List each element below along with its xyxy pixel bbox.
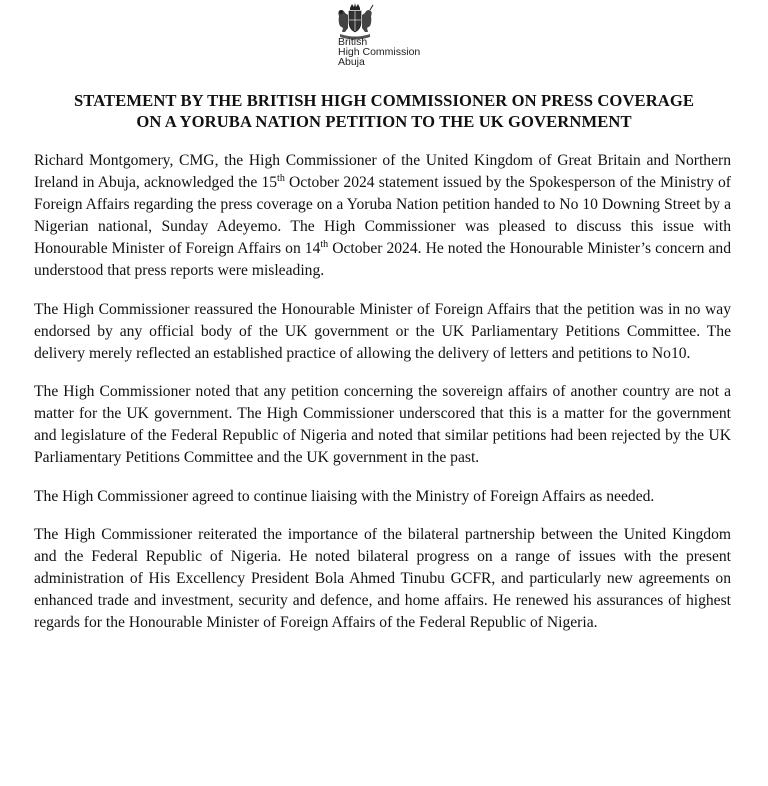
org-line-high-commission: High Commission [338, 46, 421, 58]
ordinal-suffix: th [320, 238, 329, 250]
paragraph-1-part-b: October 2024 statement issued by the Spokesperson of the Ministry of Foreign Affairs regarding the press coverage on a Yoruba Nation petition handed to No 10 Downing Street by a Nigerian national, Sunday Adeyemo. The High Commissioner was pleased to discuss this issue with Honourable Minister of Foreign Affairs on 14 [34, 174, 731, 257]
ordinal-suffix: th [277, 172, 285, 184]
letterhead [0, 0, 768, 78]
paragraph-3: The High Commissioner noted that any petition concerning the sovereign affairs of another country are not a matter for the UK government. The High Commissioner underscored that this is a matter for the government and legislature of the Federal Republic of Nigeria and noted that similar petitions had been rejected by the UK Parliamentary Petitions Committee and the UK government in the past. [34, 383, 731, 466]
statement-body [34, 150, 731, 650]
paragraph-4: The High Commissioner agreed to continue liaising with the Ministry of Foreign Affairs as needed. [34, 487, 655, 505]
org-line-british: British [338, 36, 368, 48]
organisation-name [338, 37, 420, 67]
org-line-abuja: Abuja [338, 56, 365, 68]
paragraph-5: The High Commissioner reiterated the importance of the bilateral partnership between the United Kingdom and the Federal Republic of Nigeria. He noted bilateral progress on a range of issues with the present administration of His Excellency President Bola Ahmed Tinubu GCFR, and particularly new agreements on enhanced trade and investment, security and defence, and home affairs. He renewed his assurances of highest regards for the Honourable Minister of Foreign Affairs of the Federal Republic of Nigeria. [34, 525, 731, 631]
paragraph-2: The High Commissioner reassured the Honourable Minister of Foreign Affairs that the petition was in no way endorsed by any official body of the UK government or the UK Parliamentary Petitions Committee. The delivery merely reflected an established practice of allowing the delivery of letters and petitions to No10. [34, 300, 731, 362]
paragraph-1-part-c: October 2024. He noted the Honourable Minister’s concern and understood that press reports were misleading. [34, 240, 731, 279]
title-line-2: ON A YORUBA NATION PETITION TO THE UK GOVERNMENT [136, 112, 632, 131]
statement-title [20, 90, 748, 132]
paragraph-1 [34, 150, 731, 282]
title-line-1: STATEMENT BY THE BRITISH HIGH COMMISSIONER ON PRESS COVERAGE [73, 91, 695, 110]
paragraph-1-part-a: Richard Montgomery, CMG, the High Commissioner of the United Kingdom of Great Britain and Northern Ireland in Abuja, acknowledged the 15 [34, 152, 731, 191]
